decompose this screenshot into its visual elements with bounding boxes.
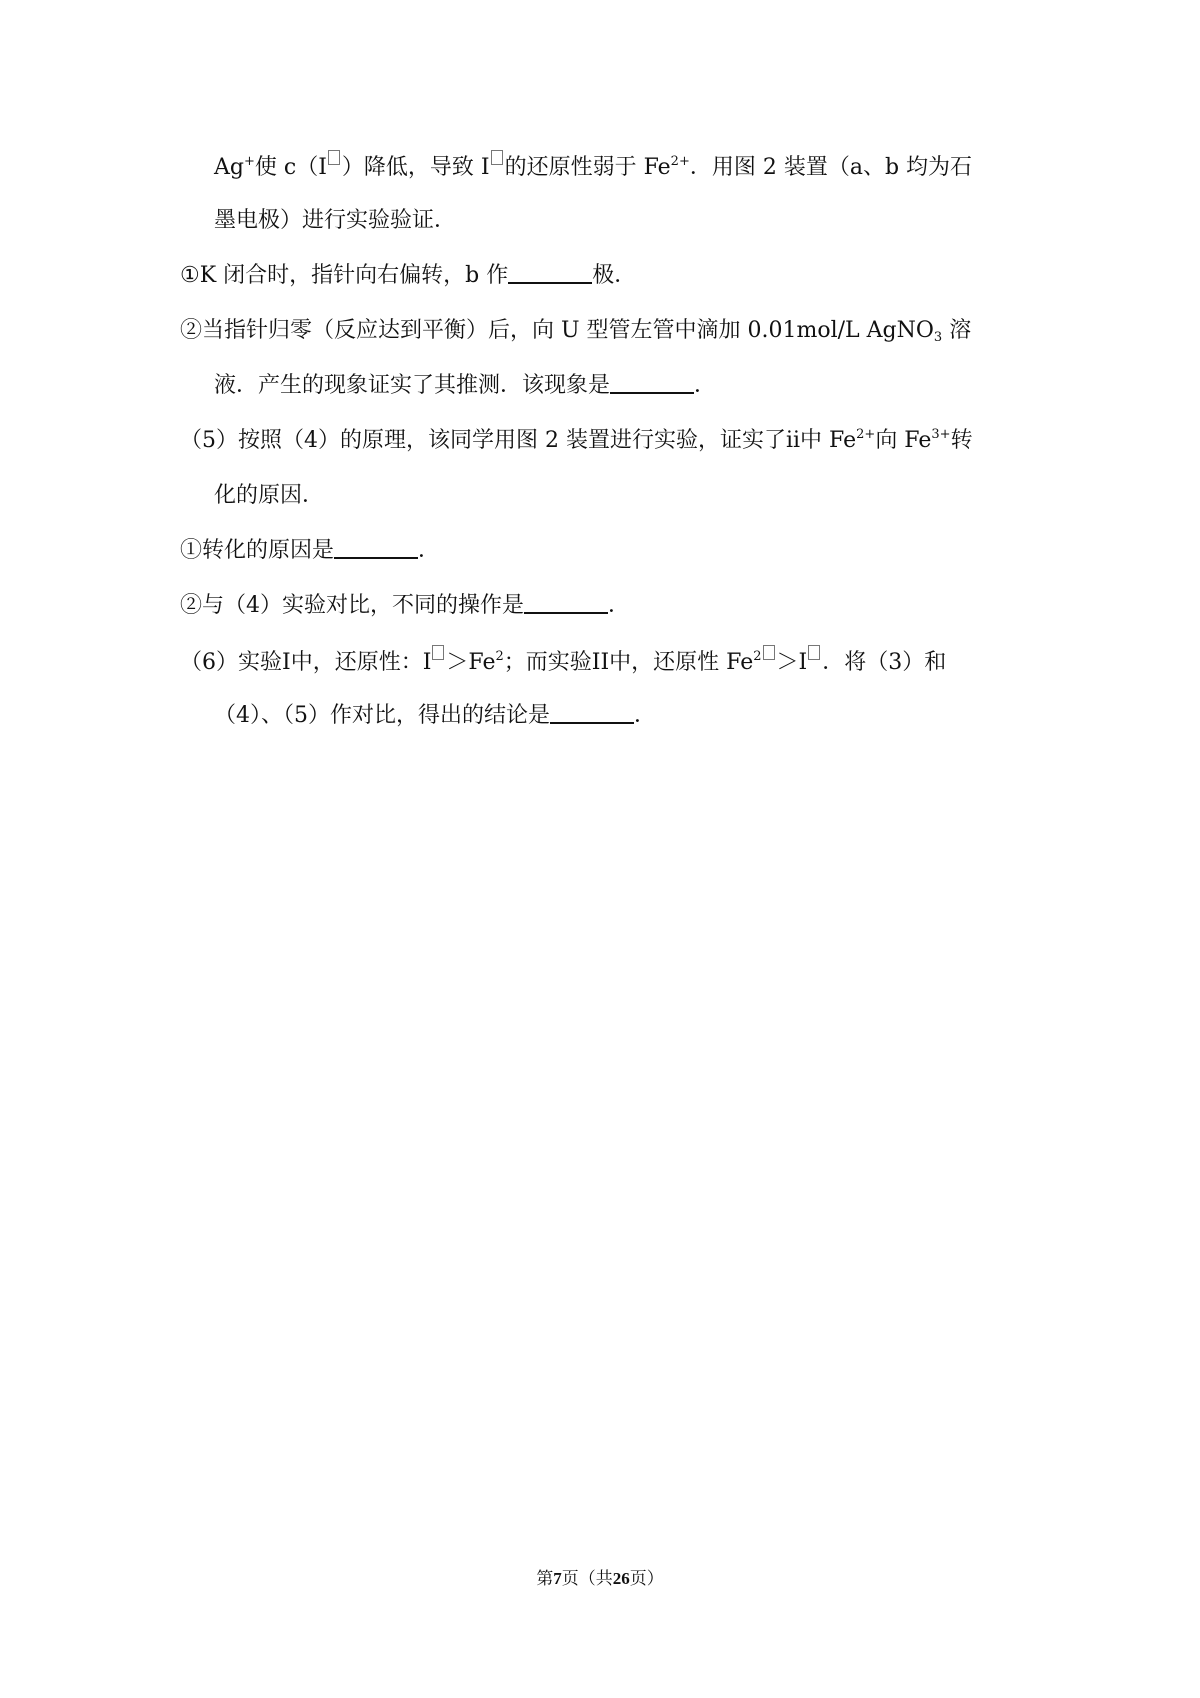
text-line-11: （4）、（5）作对比，得出的结论是 ． bbox=[180, 700, 1025, 732]
question-body bbox=[180, 150, 1025, 755]
missing-glyph-box bbox=[763, 645, 775, 660]
answer-blank[interactable] bbox=[334, 535, 418, 559]
answer-blank[interactable] bbox=[524, 590, 608, 614]
missing-glyph-box bbox=[491, 150, 503, 165]
text-line-9: ②与（4）实验对比，不同的操作是 ． bbox=[180, 590, 1025, 622]
text-line-10: （6）实验I中，还原性：$I >Fe^2$；而实验II中，还原性 $Fe^2 >I$ ．将（3）和 bbox=[180, 645, 1025, 677]
current-page-number: 7 bbox=[553, 1569, 562, 1588]
text-line-1: Ag+使 c（I ）降低，导致 I 的还原性弱于 $Fe^{2+}$．用图 2 装置（a、b 均为石 bbox=[180, 150, 1025, 182]
missing-glyph-box bbox=[808, 645, 820, 660]
missing-glyph-box bbox=[328, 150, 340, 165]
text-line-8: ①转化的原因是 ． bbox=[180, 535, 1025, 567]
missing-glyph-box bbox=[432, 645, 444, 660]
page-footer: 第7页（共26页） bbox=[536, 1569, 664, 1589]
answer-blank[interactable] bbox=[550, 700, 634, 724]
answer-blank[interactable] bbox=[610, 370, 694, 394]
text-line-2: 墨电极）进行实验验证． bbox=[214, 208, 457, 233]
text-line-4: ②当指针归零（反应达到平衡）后，向 U 型管左管中滴加 0.01mol/L AgNO$_3$ 溶 bbox=[180, 318, 972, 345]
text-line-6: （5）按照（4）的原理，该同学用图 2 装置进行实验，证实了ii中 $Fe^{2+}$向 $Fe^{3+}$转 bbox=[180, 427, 973, 453]
text-line-5: 液．产生的现象证实了其推测．该现象是 ． bbox=[180, 370, 1025, 402]
text-line-3: ①K 闭合时，指针向右偏转，b 作 极． bbox=[180, 260, 1025, 292]
total-page-count: 26 bbox=[612, 1569, 630, 1588]
answer-blank[interactable] bbox=[508, 260, 592, 284]
text-line-7: 化的原因． bbox=[214, 483, 325, 508]
